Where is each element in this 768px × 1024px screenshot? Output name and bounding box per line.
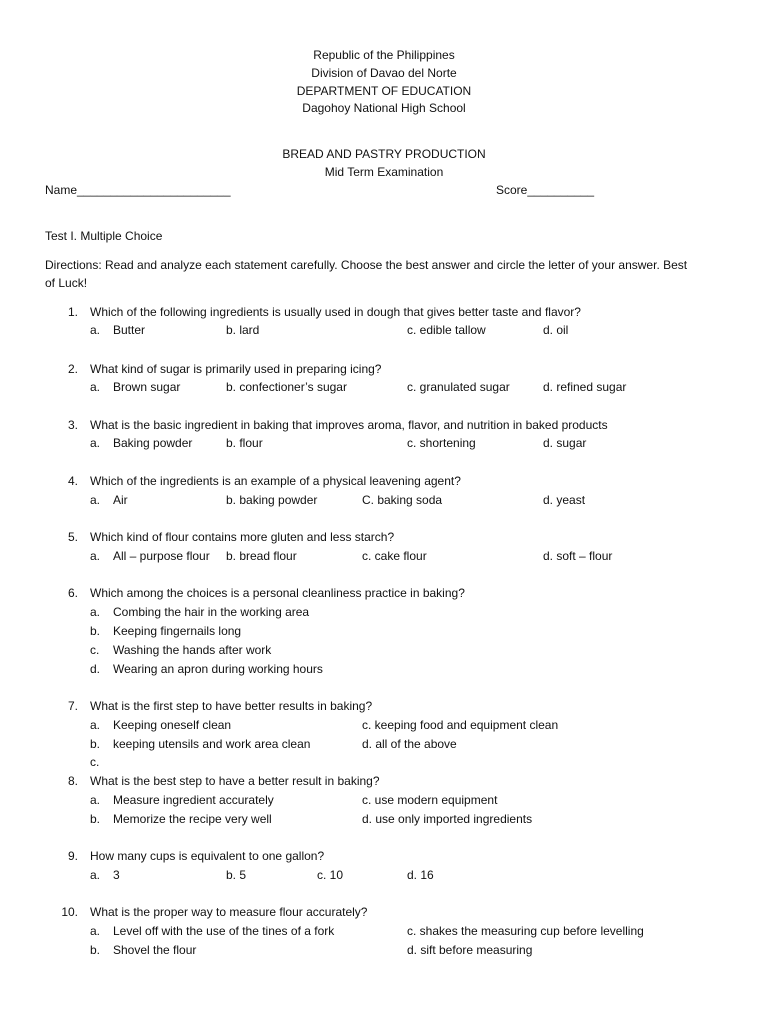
- question-text: What kind of sugar is primarily used in preparing icing?: [90, 362, 382, 376]
- choice-c: c. use modern equipment: [362, 793, 498, 807]
- choice-a: Keeping oneself clean: [113, 718, 232, 732]
- choice-c: c. 10: [317, 868, 344, 882]
- question-text: What is the first step to have better results in baking?: [90, 699, 373, 713]
- choice-letter: a.: [90, 436, 101, 450]
- choice-letter: a.: [90, 718, 101, 732]
- choice-a: Measure ingredient accurately: [113, 793, 274, 807]
- score-field: Score__________: [496, 183, 595, 197]
- choice-b: Keeping fingernails long: [113, 624, 242, 638]
- choice-c: c. shakes the measuring cup before levelling: [407, 924, 644, 938]
- directions-line-1: Directions: Read and analyze each statement carefully. Choose the best answer and circle the letter of your answer. Best: [45, 258, 688, 272]
- exam-subject: BREAD AND PASTRY PRODUCTION: [282, 147, 486, 161]
- choice-letter: a.: [90, 493, 101, 507]
- choice-a: Baking powder: [113, 436, 193, 450]
- question-text: How many cups is equivalent to one gallon?: [90, 849, 325, 863]
- choice-b: b. confectioner’s sugar: [226, 380, 347, 394]
- choice-a: 3: [113, 868, 120, 882]
- choice-d: d. soft – flour: [543, 549, 613, 563]
- choice-a: Brown sugar: [113, 380, 181, 394]
- choice-c: c. edible tallow: [407, 323, 486, 337]
- choice-c: c. shortening: [407, 436, 476, 450]
- question-text: Which among the choices is a personal cleanliness practice in baking?: [90, 586, 465, 600]
- choice-b: keeping utensils and work area clean: [113, 737, 311, 751]
- choice-d: d. sugar: [543, 436, 587, 450]
- choice-c: c. keeping food and equipment clean: [362, 718, 559, 732]
- choice-letter: b.: [90, 943, 101, 957]
- choice-d: d. 16: [407, 868, 434, 882]
- choice-b: Shovel the flour: [113, 943, 197, 957]
- question-text: What is the best step to have a better result in baking?: [90, 774, 380, 788]
- choice-c: Washing the hands after work: [113, 643, 272, 657]
- choice-d: d. oil: [543, 323, 569, 337]
- question-number: 8.: [67, 774, 78, 788]
- header-republic: Republic of the Philippines: [313, 48, 455, 62]
- choice-letter: d.: [90, 662, 101, 676]
- question-number: 2.: [67, 362, 78, 376]
- choice-a: Air: [113, 493, 128, 507]
- choice-letter: a.: [90, 549, 101, 563]
- choice-a: Combing the hair in the working area: [113, 605, 310, 619]
- choice-b: b. baking powder: [226, 493, 318, 507]
- test-heading: Test I. Multiple Choice: [45, 229, 163, 243]
- question-text: Which kind of flour contains more gluten and less starch?: [90, 530, 395, 544]
- choice-letter: c.: [90, 755, 100, 769]
- directions-line-2: of Luck!: [45, 276, 88, 290]
- choice-letter: b.: [90, 737, 101, 751]
- header-department: DEPARTMENT OF EDUCATION: [296, 84, 472, 98]
- choice-d: d. all of the above: [362, 737, 457, 751]
- question-number: 5.: [67, 530, 78, 544]
- choice-letter: a.: [90, 924, 101, 938]
- choice-letter: a.: [90, 793, 101, 807]
- choice-b: Memorize the recipe very well: [113, 812, 272, 826]
- choice-c: C. baking soda: [362, 493, 443, 507]
- exam-title: Mid Term Examination: [324, 165, 444, 179]
- name-field: Name_______________________: [45, 183, 231, 197]
- choice-b: b. flour: [226, 436, 263, 450]
- question-number: 3.: [67, 418, 78, 432]
- choice-b: b. bread flour: [226, 549, 297, 563]
- choice-d: d. use only imported ingredients: [362, 812, 533, 826]
- question-number: 10.: [61, 905, 78, 919]
- question-number: 7.: [67, 699, 78, 713]
- header-school: Dagohoy National High School: [302, 101, 466, 115]
- choice-letter: c.: [90, 643, 100, 657]
- choice-a: All – purpose flour: [113, 549, 210, 563]
- question-number: 9.: [67, 849, 78, 863]
- header-division: Division of Davao del Norte: [311, 66, 457, 80]
- choice-letter: a.: [90, 605, 101, 619]
- choice-c: c. granulated sugar: [407, 380, 510, 394]
- choice-a: Level off with the use of the tines of a fork: [113, 924, 335, 938]
- choice-letter: b.: [90, 624, 101, 638]
- question-number: 1.: [67, 305, 78, 319]
- question-text: Which of the following ingredients is usually used in dough that gives better taste and flavor?: [90, 305, 581, 319]
- question-text: What is the basic ingredient in baking that improves aroma, flavor, and nutrition in baked products: [90, 418, 608, 432]
- choice-letter: b.: [90, 812, 101, 826]
- choice-letter: a.: [90, 380, 101, 394]
- choice-d: d. sift before measuring: [407, 943, 533, 957]
- question-number: 6.: [67, 586, 78, 600]
- choice-d: d. refined sugar: [543, 380, 627, 394]
- choice-letter: a.: [90, 323, 101, 337]
- choice-b: b. 5: [226, 868, 247, 882]
- question-number: 4.: [67, 474, 78, 488]
- question-text: What is the proper way to measure flour accurately?: [90, 905, 368, 919]
- choice-a: Butter: [113, 323, 146, 337]
- choice-b: b. lard: [226, 323, 260, 337]
- choice-d: d. yeast: [543, 493, 586, 507]
- choice-c: c. cake flour: [362, 549, 427, 563]
- choice-letter: a.: [90, 868, 101, 882]
- choice-d: Wearing an apron during working hours: [113, 662, 323, 676]
- question-text: Which of the ingredients is an example of a physical leavening agent?: [90, 474, 461, 488]
